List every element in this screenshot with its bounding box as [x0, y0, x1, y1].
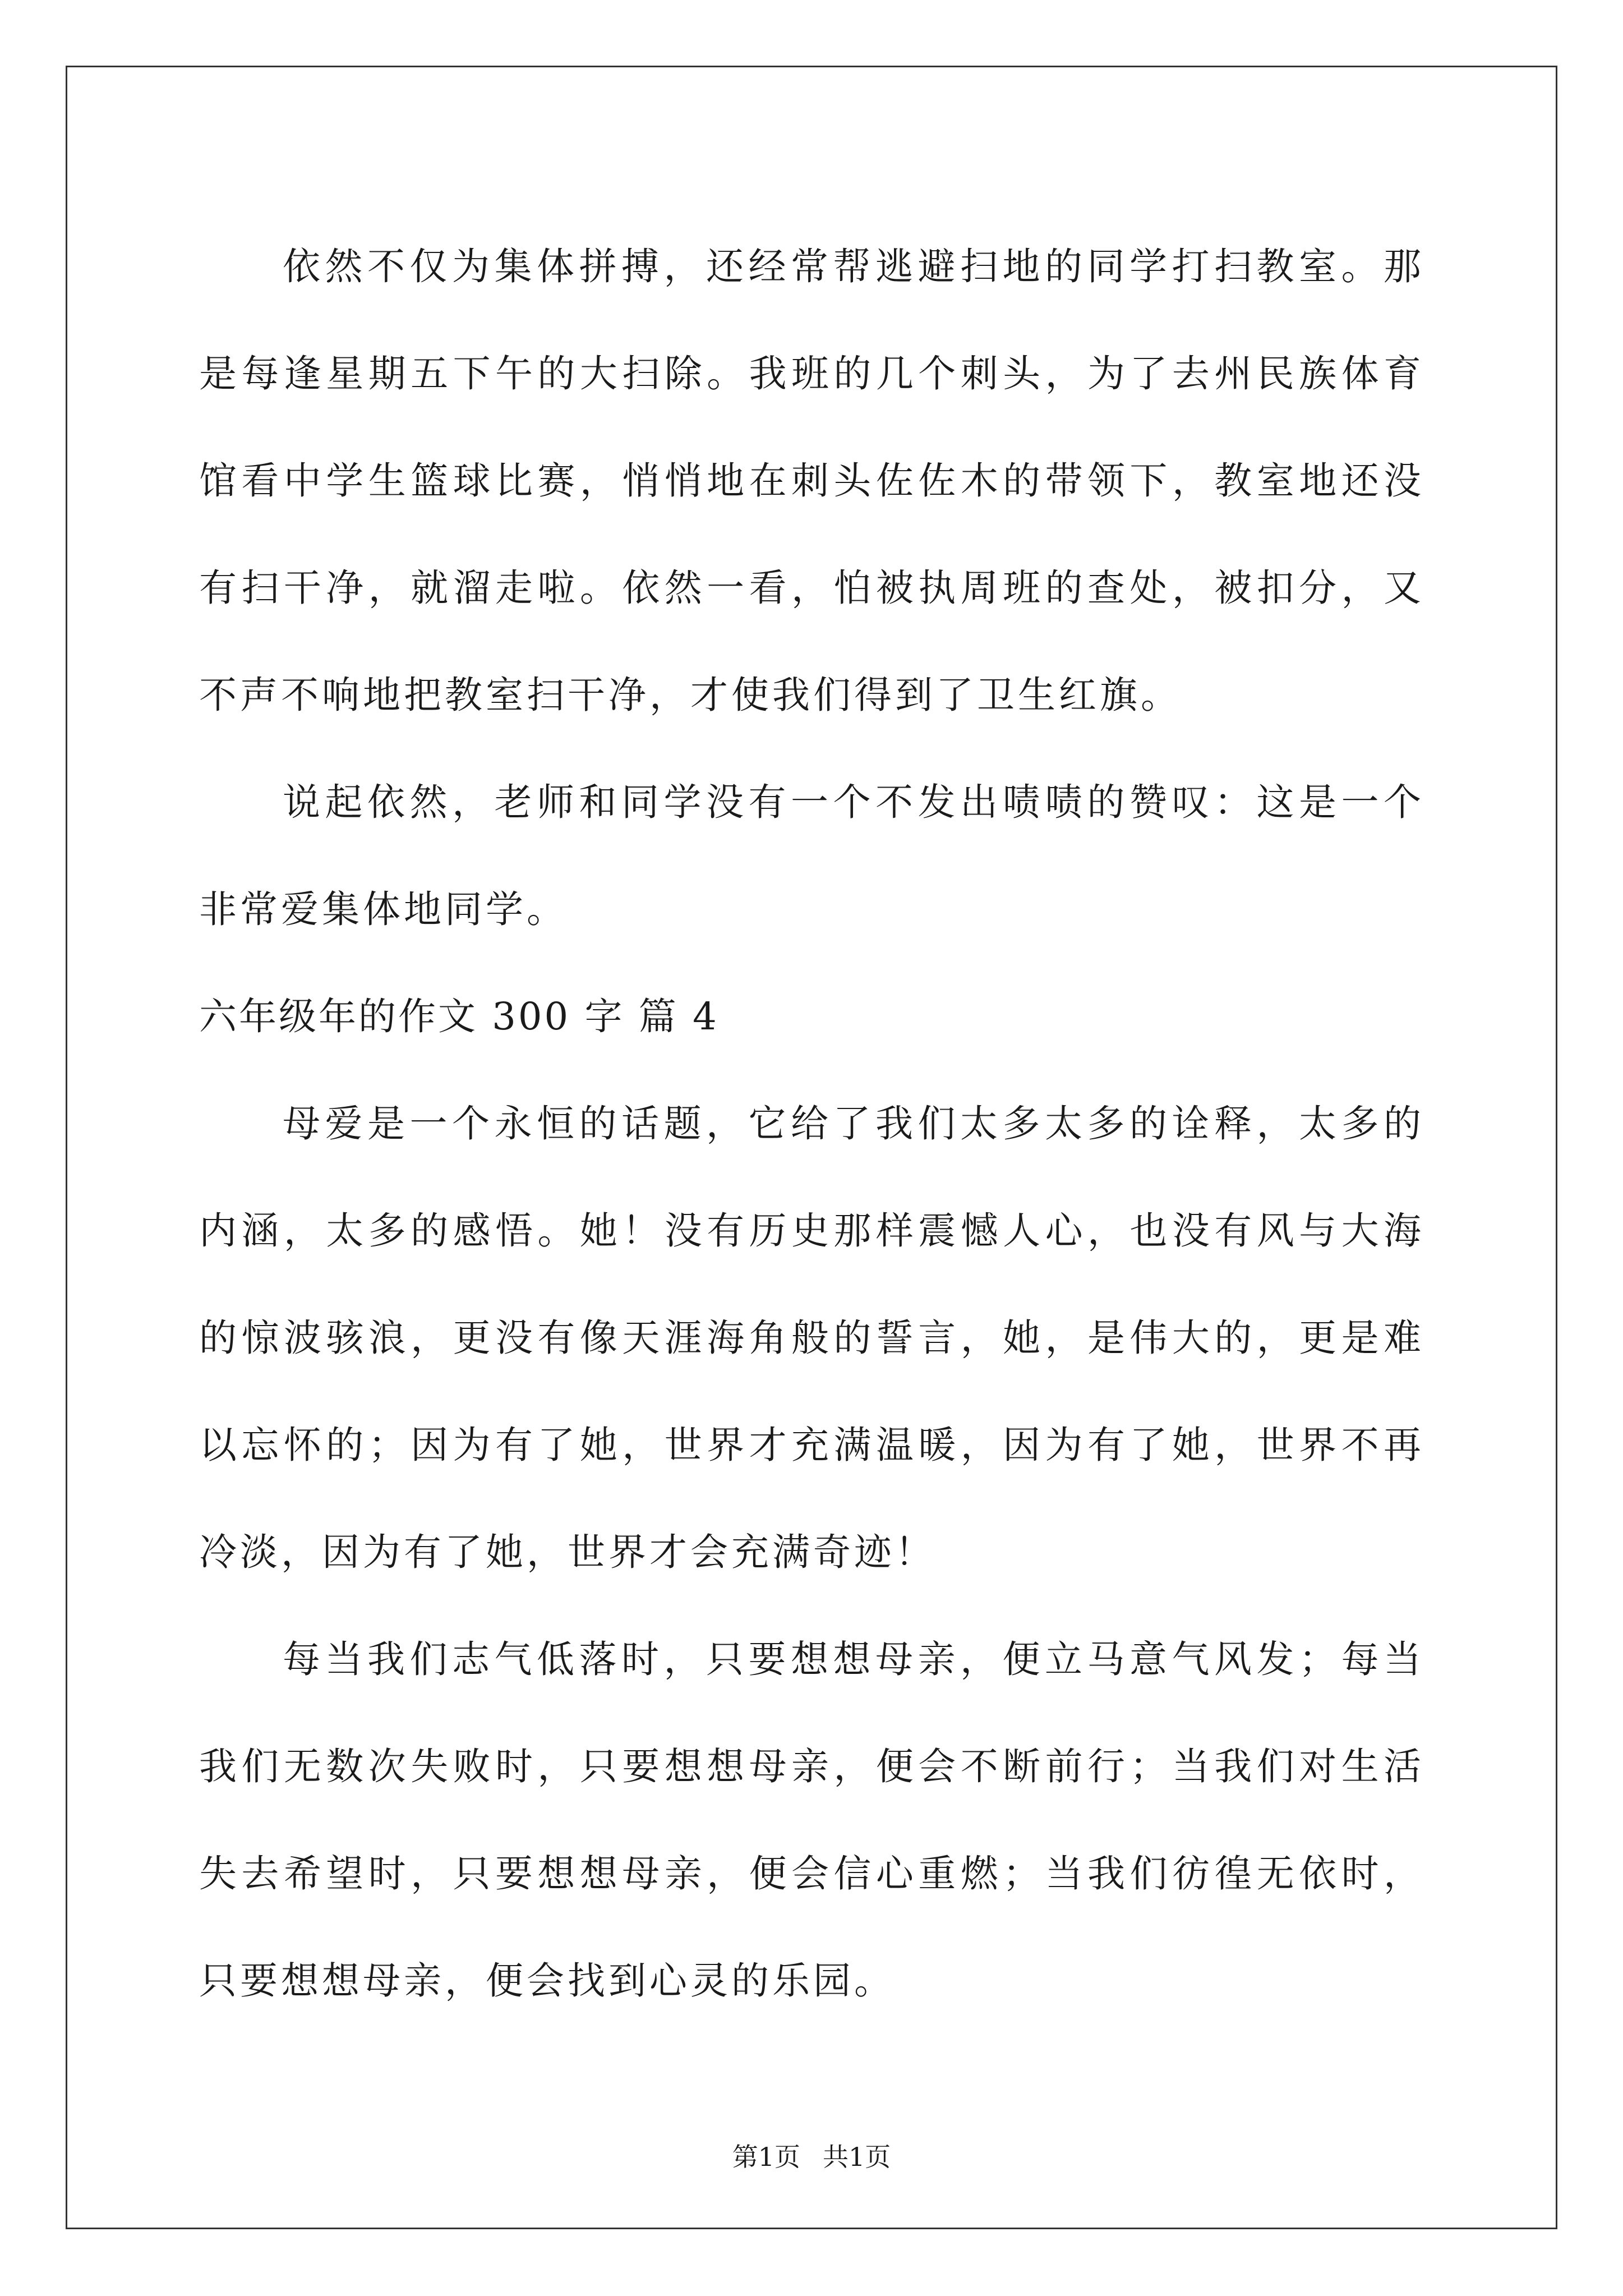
section-heading: 六年级年的作文 300 字 篇 4 [199, 995, 719, 1038]
paragraph-4: 每当我们志气低落时，只要想想母亲，便立马意气风发；每当我们无数次失败时，只要想想母亲，便会不断前行；当我们对生活失去希望时，只要想想母亲，便会信心重燃；当我们彷徨无依时，只要想想母亲，便会找到心灵的乐园。 [199, 1637, 1424, 2003]
page-footer [0, 2140, 1623, 2174]
document-body [199, 213, 1424, 2035]
paragraph-3: 母爱是一个永恒的话题，它给了我们太多太多的诠释，太多的内涵，太多的感悟。她！没有历史那样震憾人心，也没有风与大海的惊波骇浪，更没有像天涯海角般的誓言，她，是伟大的，更是难以忘怀的；因为有了她，世界才充满温暖，因为有了她，世界不再冷淡，因为有了她，世界才会充满奇迹！ [199, 1102, 1424, 1574]
paragraph-2: 说起依然，老师和同学没有一个不发出啧啧的赞叹：这是一个非常爱集体地同学。 [199, 780, 1424, 931]
page-total: 共1页 [823, 2142, 891, 2172]
page-number: 第1页 [732, 2142, 800, 2172]
paragraph-1: 依然不仅为集体拼搏，还经常帮逃避扫地的同学打扫教室。那是每逢星期五下午的大扫除。我班的几个刺头，为了去州民族体育馆看中学生篮球比赛，悄悄地在刺头佐佐木的带领下，教室地还没有扫干净，就溜走啦。依然一看，怕被执周班的查处，被扣分，又不声不响地把教室扫干净，才使我们得到了卫生红旗。 [199, 245, 1424, 717]
